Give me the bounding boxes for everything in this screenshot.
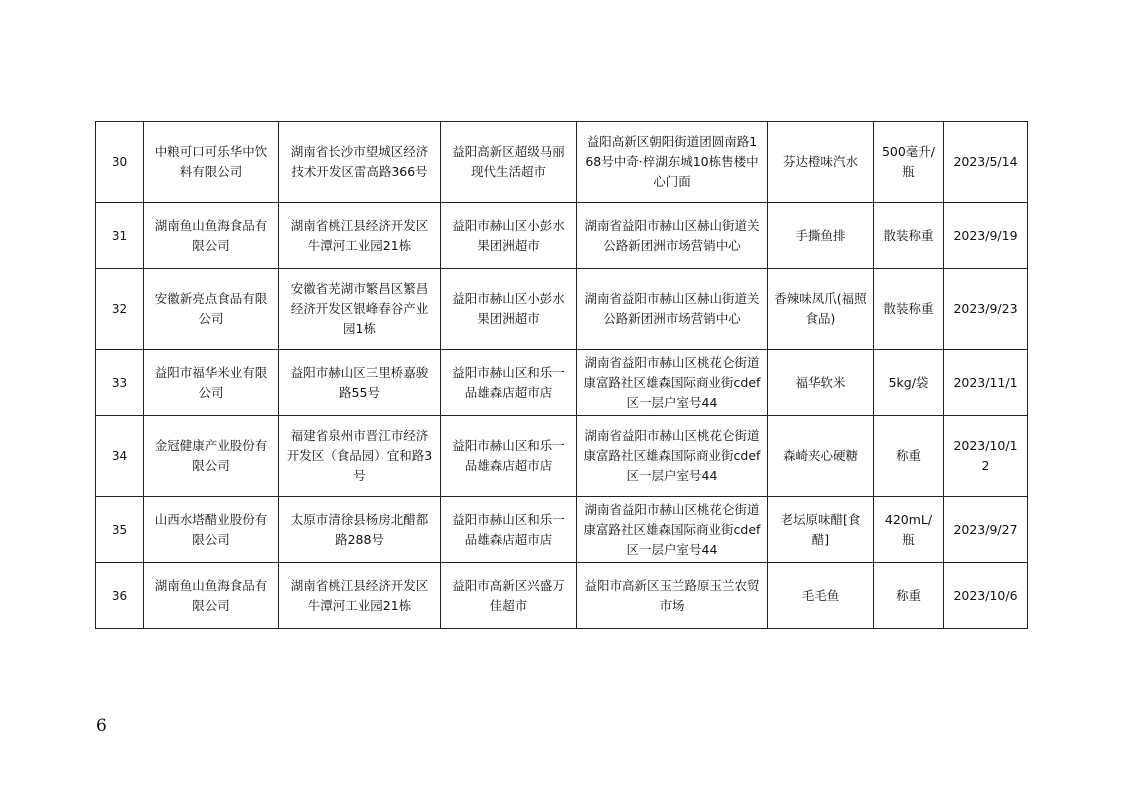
manufacturer-name: 山西水塔醋业股份有限公司 — [144, 497, 279, 563]
seller-address: 湖南省益阳市赫山区赫山街道关公路新团洲市场营销中心 — [577, 269, 768, 350]
manufacturer-address: 太原市清徐县杨房北醋都路288号 — [279, 497, 441, 563]
table-row — [96, 563, 1028, 629]
table-row — [96, 416, 1028, 497]
production-date: 2023/11/1 — [944, 350, 1028, 416]
production-date: 2023/9/19 — [944, 203, 1028, 269]
product-name: 手撕鱼排 — [768, 203, 874, 269]
table-row — [96, 497, 1028, 563]
row-number: 30 — [96, 122, 144, 203]
manufacturer-name: 湖南鱼山鱼海食品有限公司 — [144, 563, 279, 629]
seller-address: 湖南省益阳市赫山区桃花仑街道康富路社区雄森国际商业街cdef区一层户室号44 — [577, 350, 768, 416]
seller-address: 湖南省益阳市赫山区桃花仑街道康富路社区雄森国际商业街cdef区一层户室号44 — [577, 416, 768, 497]
product-name: 老坛原味醋[食醋] — [768, 497, 874, 563]
table-row — [96, 203, 1028, 269]
table-row — [96, 350, 1028, 416]
manufacturer-address: 湖南省桃江县经济开发区牛潭河工业园21栋 — [279, 563, 441, 629]
production-date: 2023/10/6 — [944, 563, 1028, 629]
product-spec: 5kg/袋 — [874, 350, 944, 416]
manufacturer-address: 湖南省桃江县经济开发区牛潭河工业园21栋 — [279, 203, 441, 269]
row-number: 33 — [96, 350, 144, 416]
manufacturer-name: 安徽新亮点食品有限公司 — [144, 269, 279, 350]
manufacturer-name: 湖南鱼山鱼海食品有限公司 — [144, 203, 279, 269]
seller-address: 益阳高新区朝阳街道团圆南路168号中奇·梓湖东城10栋售楼中心门面 — [577, 122, 768, 203]
production-date: 2023/9/23 — [944, 269, 1028, 350]
seller-name: 益阳市赫山区小彭水果团洲超市 — [441, 269, 577, 350]
product-spec: 散装称重 — [874, 269, 944, 350]
production-date: 2023/5/14 — [944, 122, 1028, 203]
seller-name: 益阳市赫山区小彭水果团洲超市 — [441, 203, 577, 269]
row-number: 36 — [96, 563, 144, 629]
production-date: 2023/9/27 — [944, 497, 1028, 563]
row-number: 35 — [96, 497, 144, 563]
seller-name: 益阳高新区超级马丽现代生活超市 — [441, 122, 577, 203]
seller-name: 益阳市赫山区和乐一品雄森店超市店 — [441, 497, 577, 563]
seller-address: 湖南省益阳市赫山区桃花仑街道康富路社区雄森国际商业街cdef区一层户室号44 — [577, 497, 768, 563]
production-date: 2023/10/12 — [944, 416, 1028, 497]
manufacturer-name: 益阳市福华米业有限公司 — [144, 350, 279, 416]
product-spec: 称重 — [874, 416, 944, 497]
seller-name: 益阳市高新区兴盛万佳超市 — [441, 563, 577, 629]
manufacturer-name: 金冠健康产业股份有限公司 — [144, 416, 279, 497]
row-number: 31 — [96, 203, 144, 269]
seller-name: 益阳市赫山区和乐一品雄森店超市店 — [441, 416, 577, 497]
product-name: 芬达橙味汽水 — [768, 122, 874, 203]
manufacturer-address: 益阳市赫山区三里桥嘉骏路55号 — [279, 350, 441, 416]
product-spec: 500毫升/瓶 — [874, 122, 944, 203]
product-name: 森崎夹心硬糖 — [768, 416, 874, 497]
product-name: 毛毛鱼 — [768, 563, 874, 629]
seller-address: 湖南省益阳市赫山区赫山街道关公路新团洲市场营销中心 — [577, 203, 768, 269]
page-number: 6 — [96, 716, 107, 736]
product-spec: 420mL/瓶 — [874, 497, 944, 563]
sampling-results-table — [95, 121, 1028, 629]
product-name: 福华软米 — [768, 350, 874, 416]
product-spec: 散装称重 — [874, 203, 944, 269]
manufacturer-address: 安徽省芜湖市繁昌区繁昌经济开发区银峰春谷产业园1栋 — [279, 269, 441, 350]
manufacturer-address: 福建省泉州市晋江市经济开发区（食品园）宜和路3号 — [279, 416, 441, 497]
manufacturer-address: 湖南省长沙市望城区经济技术开发区雷高路366号 — [279, 122, 441, 203]
row-number: 34 — [96, 416, 144, 497]
row-number: 32 — [96, 269, 144, 350]
product-name: 香辣味凤爪(福照食品) — [768, 269, 874, 350]
table-row — [96, 122, 1028, 203]
seller-name: 益阳市赫山区和乐一品雄森店超市店 — [441, 350, 577, 416]
product-spec: 称重 — [874, 563, 944, 629]
manufacturer-name: 中粮可口可乐华中饮料有限公司 — [144, 122, 279, 203]
table-row — [96, 269, 1028, 350]
seller-address: 益阳市高新区玉兰路原玉兰农贸市场 — [577, 563, 768, 629]
